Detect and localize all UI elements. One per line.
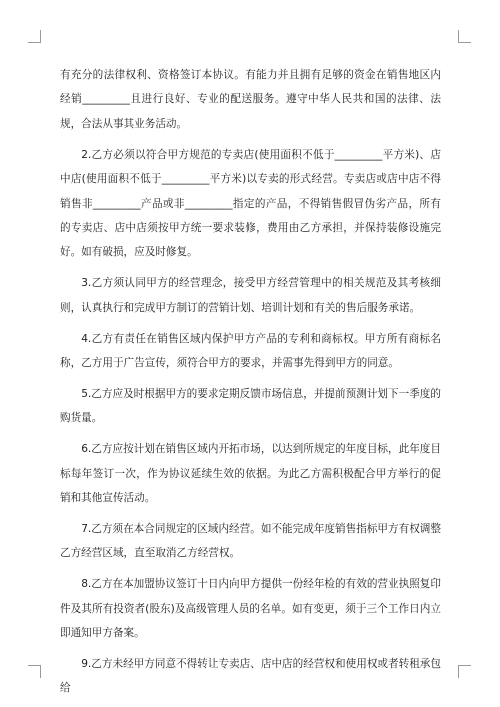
crop-mark-bottom-left xyxy=(28,665,41,678)
paragraph-clause-6: 6.乙方应按计划在销售区域内开拓市场，以达到所规定的年度目标，此年度目标每年签订一次，作为协议延续生效的依据。为此乙方需积极配合甲方举行的促销和其他宣传活动。 xyxy=(60,443,441,504)
paragraph-continued: 有充分的法律权利、资格签订本协议。有能力并且拥有足够的资金在销售地区内经销_________且进行良好、专业的配送服务。遵守中华人民共和国的法律、法规，合法从事其业务活动。 xyxy=(60,69,441,130)
crop-mark-top-left xyxy=(28,30,41,43)
paragraph-clause-5: 5.乙方应及时根据甲方的要求定期反馈市场信息，并提前预测计划下一季度的购货量。 xyxy=(60,387,441,425)
paragraph-clause-4: 4.乙方有责任在销售区域内保护甲方产品的专利和商标权。甲方所有商标名称，乙方用于广告宣传，须符合甲方的要求，并需事先得到甲方的同意。 xyxy=(60,332,441,369)
document-body xyxy=(60,63,441,707)
paragraph-clause-9: 9.乙方未经甲方同意不得转让专卖店、店中店的经营权和使用权或者转租承包给 xyxy=(60,657,441,695)
crop-mark-top-right xyxy=(458,30,471,43)
paragraph-clause-3: 3.乙方须认同甲方的经营理念，接受甲方经营管理中的相关规范及其考核细则，认真执行和完成甲方制订的营销计划、培训计划和有关的售后服务承诺。 xyxy=(60,277,441,314)
paragraph-clause-8: 8.乙方在本加盟协议签订十日内向甲方提供一份经年检的有效的营业执照复印件及其所有投资者(股东)及高级管理人员的名单。如有变更，须于三个工作日内立即通知甲方备案。 xyxy=(60,578,441,640)
paragraph-clause-2: 2.乙方必须以符合甲方规范的专卖店(使用面积不低于_________平方米)、店中店(使用面积不低于_________平方米)以专卖的形式经营。专卖店或店中店不得销售非_________产品或非_________指定的产品，不得销售假冒伪劣产品，所有的专卖店、店中店须按甲方统一要求装修，费用由乙方承担，并保持装修设施完好。如有破损，应及时修复。 xyxy=(60,148,441,259)
crop-mark-bottom-right xyxy=(458,665,471,678)
paragraph-clause-7: 7.乙方须在本合同规定的区域内经营。如不能完成年度销售指标甲方有权调整乙方经营区域，直至取消乙方经营权。 xyxy=(60,522,441,560)
